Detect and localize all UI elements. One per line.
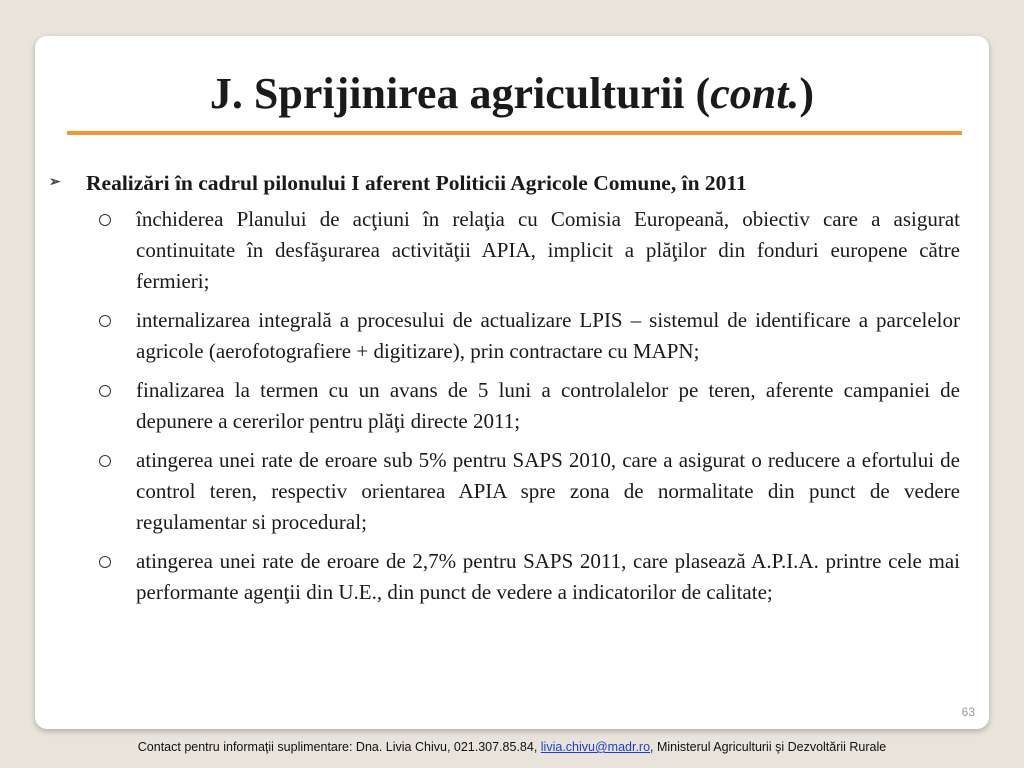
list-item-text: finalizarea la termen cu un avans de 5 luni a controlalelor pe teren, aferente campaniei de depunere a cererilor pentru plăţi directe 2011;: [136, 378, 960, 433]
circle-bullet-icon: [99, 455, 111, 467]
list-item-text: închiderea Planului de acţiuni în relaţia cu Comisia Europeană, obiectiv care a asigurat continuitate în desfăşurarea activităţii APIA, implicit a plăţilor din fonduri europene către fermieri;: [136, 207, 960, 293]
section-heading: [49, 168, 960, 198]
footer-prefix: Contact pentru informaţii suplimentare: Dna. Livia Chivu, 021.307.85.84,: [137, 740, 541, 754]
list-item-text: internalizarea integrală a procesului de actualizare LPIS – sistemul de identificare a parcelelor agricole (aerofotografiere + digitizare), prin contractare cu MAPN;: [136, 308, 960, 363]
list-item-text: atingerea unei rate de eroare sub 5% pentru SAPS 2010, care a asigurat o reducere a efortului de control teren, respectiv orientarea APIA spre zona de normalitate din punct de vedere regulamentar si procedural;: [136, 448, 960, 534]
slide-content: [49, 168, 960, 616]
achievements-list: [49, 204, 960, 608]
list-item: [49, 445, 960, 538]
circle-bullet-icon: [99, 556, 111, 568]
list-item: [49, 305, 960, 367]
circle-bullet-icon: [99, 214, 111, 226]
circle-bullet-icon: [99, 315, 111, 327]
circle-bullet-icon: [99, 385, 111, 397]
list-item: [49, 375, 960, 437]
contact-email-link[interactable]: livia.chivu@madr.ro: [540, 740, 651, 754]
slide: [35, 36, 989, 729]
footer-contact: [0, 740, 1024, 754]
list-item-text: atingerea unei rate de eroare de 2,7% pentru SAPS 2011, care plasează A.P.I.A. printre cele mai performante agenţii din U.E., din punct de vedere a indicatorilor de calitate;: [136, 549, 960, 604]
title-main: J. Sprijinirea agriculturii (: [209, 69, 711, 118]
footer-suffix: , Ministerul Agriculturii şi Dezvoltării Rurale: [650, 740, 887, 754]
slide-title: [35, 64, 989, 124]
title-italic: cont.: [710, 69, 800, 118]
title-underline: [67, 131, 962, 135]
list-item: [49, 546, 960, 608]
section-heading-text: Realizări în cadrul pilonului I aferent Politicii Agricole Comune, în 2011: [86, 171, 747, 195]
list-item: [49, 204, 960, 297]
page-number: 63: [961, 705, 975, 719]
arrow-bullet-icon: ➢: [49, 175, 61, 190]
title-end: ): [799, 69, 815, 118]
